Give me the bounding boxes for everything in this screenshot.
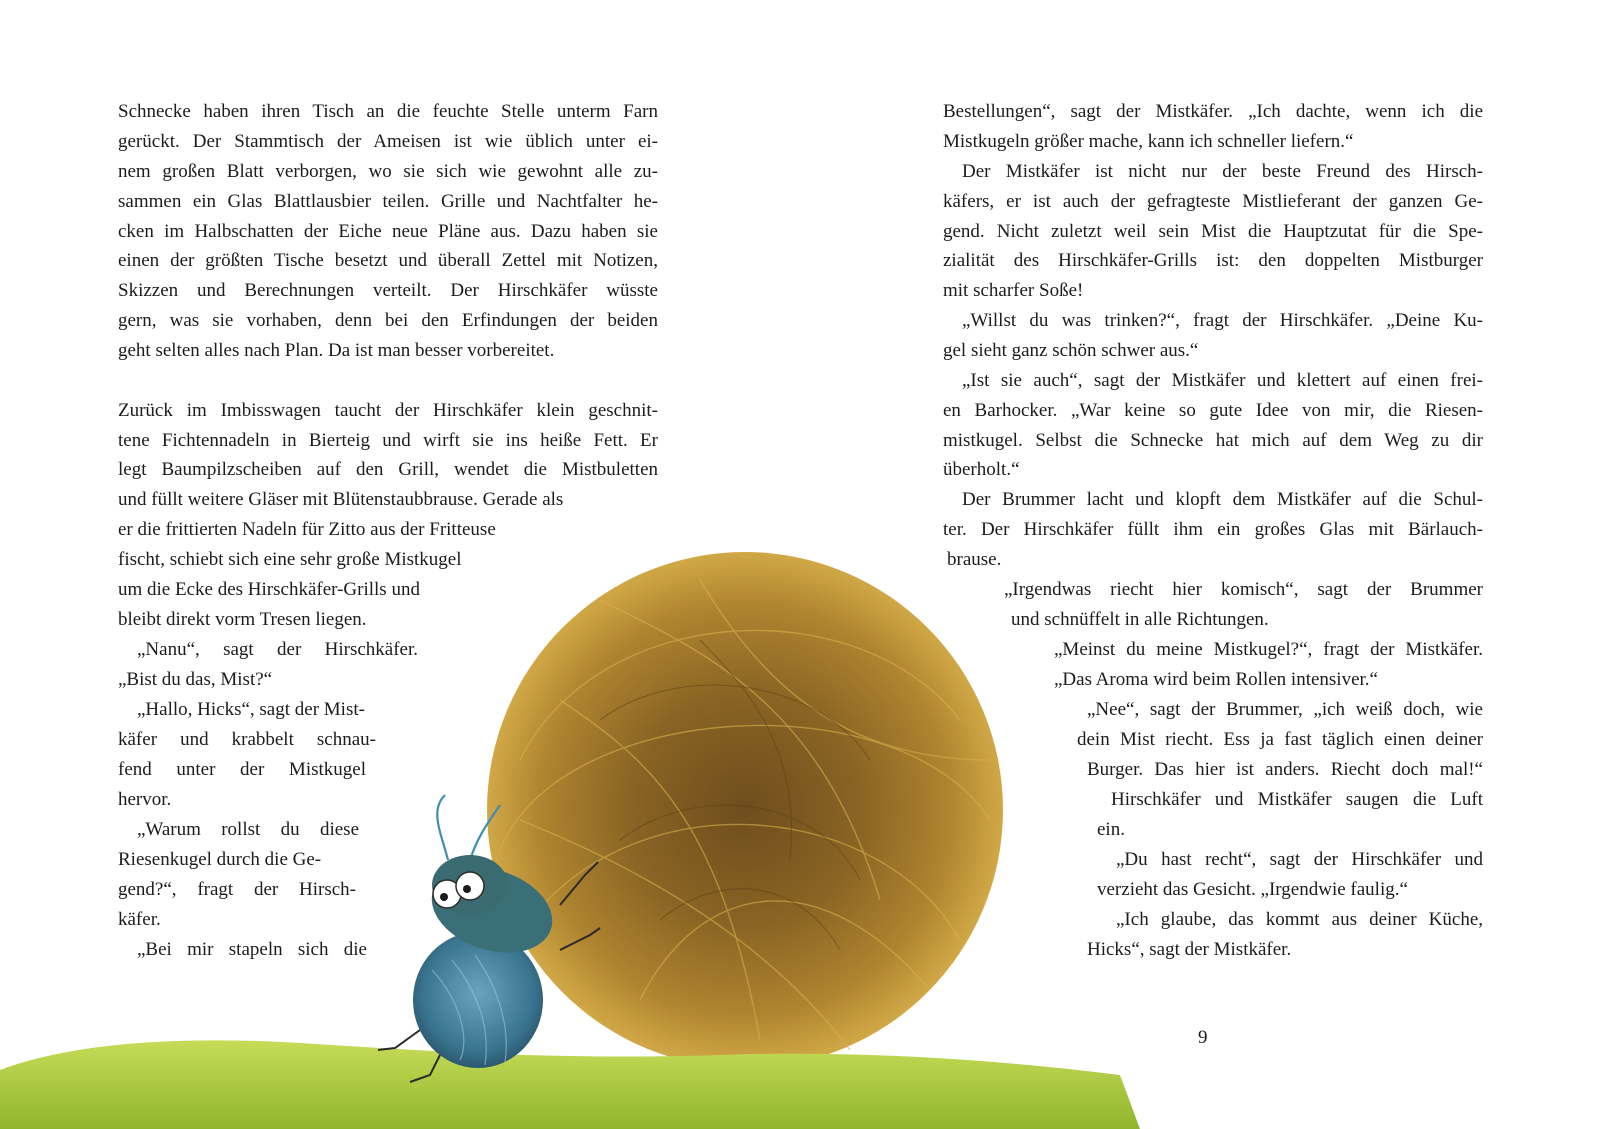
body-text-line: Hirschkäfer und Mistkäfer saugen die Luft (1111, 789, 1483, 810)
body-text-line: Mistkugeln größer mache, kann ich schneller liefern.“ (943, 131, 1354, 152)
body-text-line: nem großen Blatt verborgen, wo sie sich wie gewohnt alle zu- (118, 161, 658, 182)
body-text-line: „Ich glaube, das kommt aus deiner Küche, (1116, 909, 1483, 930)
body-text-line: dein Mist riecht. Ess ja fast täglich einen deiner (1077, 729, 1483, 750)
body-text-line: bleibt direkt vorm Tresen liegen. (118, 609, 367, 630)
body-text-line: „Du hast recht“, sagt der Hirschkäfer und (1116, 849, 1483, 870)
body-text-line: „Bei mir stapeln sich die (137, 939, 367, 960)
body-text-line: gern, was sie vorhaben, denn bei den Erfindungen der beiden (118, 310, 658, 331)
body-text-line: Hicks“, sagt der Mistkäfer. (1087, 939, 1292, 960)
body-text-line: „Bist du das, Mist?“ (118, 669, 273, 690)
body-text-line: fischt, schiebt sich eine sehr große Mistkugel (118, 549, 462, 570)
body-text-line: ein. (1097, 819, 1125, 840)
body-text-line: verzieht das Gesicht. „Irgendwie faulig.“ (1097, 879, 1408, 900)
grass (0, 1040, 1140, 1129)
page-number: 9 (1198, 1027, 1208, 1048)
body-text-line: und schnüffelt in alle Richtungen. (1011, 609, 1269, 630)
body-text-line: „Willst du was trinken?“, fragt der Hirschkäfer. „Deine Ku- (962, 310, 1483, 331)
body-text-line: Burger. Das hier ist anders. Riecht doch mal!“ (1087, 759, 1483, 780)
body-text-line: brause. (947, 549, 1002, 570)
body-text-line: einen der größten Tische besetzt und überall Zettel mit Notizen, (118, 250, 658, 271)
body-text-line: ter. Der Hirschkäfer füllt ihm ein großes Glas mit Bärlauch- (943, 519, 1483, 540)
body-text-line: mistkugel. Selbst die Schnecke hat mich auf dem Weg zu dir (943, 430, 1483, 451)
body-text-line: Schnecke haben ihren Tisch an die feuchte Stelle unterm Farn (118, 101, 658, 122)
body-text-line: Riesenkugel durch die Ge- (118, 849, 322, 870)
body-text-line: käfer und krabbelt schnau- (118, 729, 376, 750)
body-text-line: tene Fichtennadeln in Bierteig und wirft sie ins heiße Fett. Er (118, 430, 658, 451)
body-text-line: gend?“, fragt der Hirsch- (118, 879, 356, 900)
body-text-line: er die frittierten Nadeln für Zitto aus der Fritteuse (118, 519, 496, 540)
body-text-line: Bestellungen“, sagt der Mistkäfer. „Ich dachte, wenn ich die (943, 101, 1483, 122)
body-text-line: „Nanu“, sagt der Hirschkäfer. (137, 639, 418, 660)
body-text-line: „Meinst du meine Mistkugel?“, fragt der Mistkäfer. (1054, 639, 1483, 660)
body-text-line: und füllt weitere Gläser mit Blütenstaubbrause. Gerade als (118, 489, 564, 510)
body-text-line: um die Ecke des Hirschkäfer-Grills und (118, 579, 420, 600)
body-text-line: überholt.“ (943, 459, 1020, 480)
body-text-line: gel sieht ganz schön schwer aus.“ (943, 340, 1199, 361)
body-text-line: Zurück im Imbisswagen taucht der Hirschkäfer klein geschnit- (118, 400, 658, 421)
body-text-line: cken im Halbschatten der Eiche neue Pläne aus. Dazu haben sie (118, 221, 658, 242)
body-text-line: zialität des Hirschkäfer-Grills ist: den doppelten Mistburger (943, 250, 1483, 271)
body-text-line: sammen ein Glas Blattlausbier teilen. Grille und Nachtfalter he- (118, 191, 658, 212)
body-text-line: „Das Aroma wird beim Rollen intensiver.“ (1054, 669, 1378, 690)
body-text-line: en Barhocker. „War keine so gute Idee von mir, die Riesen- (943, 400, 1483, 421)
body-text-line: gerückt. Der Stammtisch der Ameisen ist wie üblich unter ei- (118, 131, 658, 152)
body-text-line: Skizzen und Berechnungen verteilt. Der Hirschkäfer wüsste (118, 280, 658, 301)
body-text-line: hervor. (118, 789, 172, 810)
body-text-line: Der Brummer lacht und klopft dem Mistkäfer auf die Schul- (962, 489, 1483, 510)
dung-ball (487, 552, 1003, 1068)
body-text-line: „Warum rollst du diese (137, 819, 359, 840)
body-text-line: „Ist sie auch“, sagt der Mistkäfer und klettert auf einen frei- (962, 370, 1483, 391)
body-text-line: Der Mistkäfer ist nicht nur der beste Freund des Hirsch- (962, 161, 1483, 182)
body-text-line: legt Baumpilzscheiben auf den Grill, wendet die Mistbuletten (118, 459, 658, 480)
body-text-line: „Hallo, Hicks“, sagt der Mist- (137, 699, 365, 720)
body-text-line: gend. Nicht zuletzt weil sein Mist die Hauptzutat für die Spe- (943, 221, 1483, 242)
body-text-line: käfer. (118, 909, 161, 930)
body-text-line: fend unter der Mistkugel (118, 759, 366, 780)
body-text-line: „Irgendwas riecht hier komisch“, sagt der Brummer (1004, 579, 1483, 600)
body-text-line: käfers, er ist auch der gefragteste Mistlieferant der ganzen Ge- (943, 191, 1483, 212)
body-text-line: geht selten alles nach Plan. Da ist man besser vorbereitet. (118, 340, 555, 361)
body-text-line: „Nee“, sagt der Brummer, „ich weiß doch, wie (1087, 699, 1483, 720)
body-text-line: mit scharfer Soße! (943, 280, 1084, 301)
